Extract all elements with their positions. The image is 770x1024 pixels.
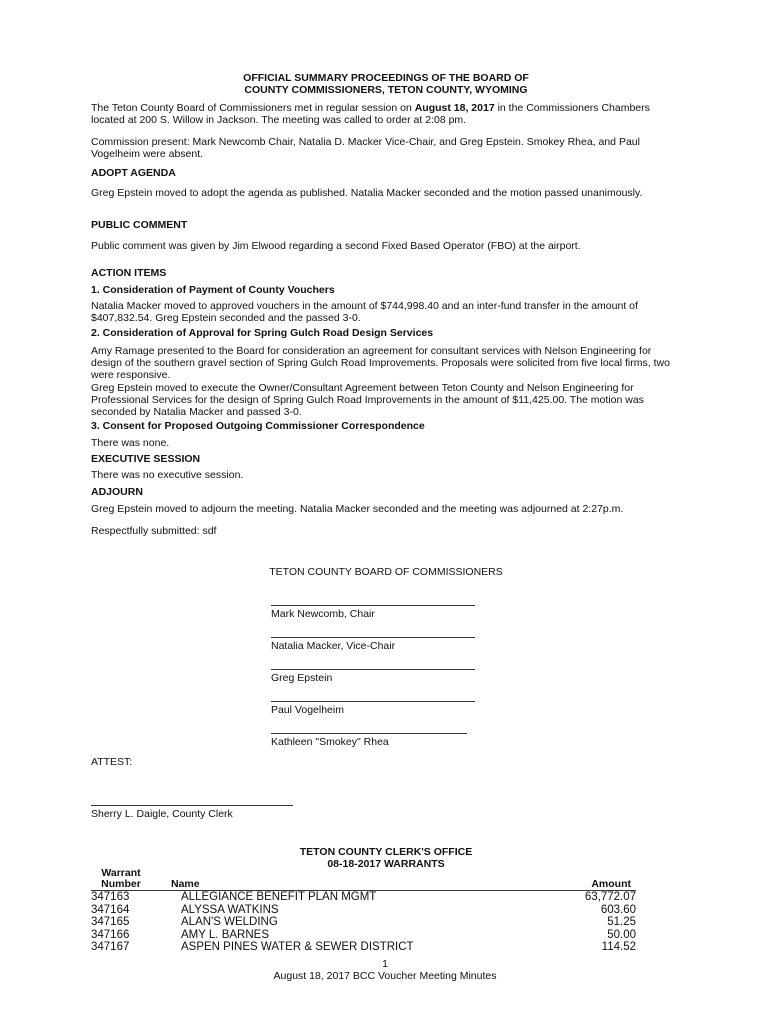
document-title [91, 72, 681, 96]
item-3-heading: 3. Consent for Proposed Outgoing Commissioner Correspondence [91, 420, 425, 432]
board-label: TETON COUNTY BOARD OF COMMISSIONERS [269, 566, 503, 578]
adopt-agenda-text: Greg Epstein moved to adopt the agenda as published. Natalia Macker seconded and the motion passed unanimously. [91, 187, 643, 199]
adjourn-text: Greg Epstein moved to adjourn the meeting. Natalia Macker seconded and the meeting was adjourned at 2:27p.m. [91, 503, 624, 515]
signature-name: Greg Epstein [271, 672, 333, 684]
signature-line [271, 605, 475, 606]
item-3-text: There was none. [91, 437, 170, 449]
signature-name: Natalia Macker, Vice-Chair [271, 640, 396, 652]
warrants-table [91, 868, 636, 954]
warrant-number: 347164 [91, 903, 130, 916]
action-items-heading: ACTION ITEMS [91, 267, 167, 279]
signature-line [271, 669, 475, 670]
item-2-text-2: Greg Epstein moved to execute the Owner/Consultant Agreement between Teton County and Nelson Engineering for Professional Services for the design of Spring Gulch Road Improvements in the amount of $11,425.00. The motion was seconded by Natalia Macker and passed 3-0. [91, 382, 644, 418]
table-row [91, 904, 636, 917]
header-name: Name [171, 878, 200, 890]
warrant-amount: 63,772.07 [584, 891, 636, 903]
item-1-heading: 1. Consideration of Payment of County Vouchers [91, 284, 335, 296]
signature-line [271, 637, 475, 638]
executive-session-text: There was no executive session. [91, 469, 244, 481]
attest-label: ATTEST: [91, 756, 133, 768]
header-warrant-number: Warrant Number [101, 867, 141, 890]
warrant-amount: 51.25 [607, 916, 636, 928]
executive-session-heading: EXECUTIVE SESSION [91, 453, 201, 465]
table-row [91, 891, 636, 904]
warrant-number: 347165 [91, 916, 130, 928]
clerk-signature-line [91, 805, 293, 806]
public-comment-heading: PUBLIC COMMENT [91, 219, 188, 231]
item-2-text-1: Amy Ramage presented to the Board for consideration an agreement for consultant services with Nelson Engineering for design of the southern gravel section of Spring Gulch Road Improvements. Proposals were solicited from five local firms, two were responsive. [91, 345, 670, 381]
warrant-amount: 114.52 [601, 941, 636, 953]
item-1-text: Natalia Macker moved to approved vouchers in the amount of $744,998.40 and an inter-fund transfer in the amount of $407,832.54. Greg Epstein seconded and the passed 3-0. [91, 300, 638, 324]
signature-name: Mark Newcomb, Chair [271, 608, 375, 620]
table-row [91, 916, 636, 929]
warrant-amount: 50.00 [607, 928, 636, 941]
clerk-name: Sherry L. Daigle, County Clerk [91, 808, 233, 820]
page-footer: August 18, 2017 BCC Voucher Meeting Minutes [273, 970, 497, 982]
signature-name: Paul Vogelheim [271, 704, 344, 716]
adopt-agenda-heading: ADOPT AGENDA [91, 167, 176, 179]
warrants-table-header [91, 868, 636, 891]
payee-name: ALLEGIANCE BENEFIT PLAN MGMT [181, 891, 377, 903]
signature-line [271, 733, 467, 734]
meeting-date: August 18, 2017 [414, 102, 495, 114]
title-line-2: COUNTY COMMISSIONERS, TETON COUNTY, WYOMING [244, 84, 528, 96]
payee-name: ASPEN PINES WATER & SEWER DISTRICT [181, 941, 414, 953]
warrant-number: 347163 [91, 891, 130, 903]
warrant-amount: 603.60 [600, 903, 636, 916]
warrant-number: 347166 [91, 928, 130, 941]
payee-name: ALYSSA WATKINS [181, 903, 279, 916]
public-comment-text: Public comment was given by Jim Elwood regarding a second Fixed Based Operator (FBO) at the airport. [91, 240, 581, 252]
table-row [91, 941, 636, 954]
clerk-office-title: TETON COUNTY CLERK'S OFFICE 08-18-2017 WARRANTS [299, 846, 473, 870]
item-2-heading: 2. Consideration of Approval for Spring Gulch Road Design Services [91, 327, 434, 339]
respectfully-submitted: Respectfully submitted: sdf [91, 525, 217, 537]
commission-present: Commission present: Mark Newcomb Chair, Natalia D. Macker Vice-Chair, and Greg Epstein. Smokey Rhea, and Paul Vogelheim were absent. [91, 136, 640, 160]
table-row [91, 929, 636, 942]
adjourn-heading: ADJOURN [91, 486, 143, 498]
payee-name: AMY L. BARNES [181, 928, 269, 941]
title-line-1: OFFICIAL SUMMARY PROCEEDINGS OF THE BOARD OF [243, 72, 529, 84]
warrant-number: 347167 [91, 941, 130, 953]
header-amount: Amount [591, 878, 631, 890]
page-number: 1 [382, 958, 388, 970]
signature-name: Kathleen "Smokey" Rhea [271, 736, 389, 748]
intro-paragraph: The Teton County Board of Commissioners met in regular session on August 18, 2017 in the Commissioners Chambers located at 200 S. Willow in Jackson. The meeting was called to order at 2:08 pm. [91, 102, 650, 126]
signature-line [271, 701, 475, 702]
payee-name: ALAN'S WELDING [181, 916, 278, 928]
